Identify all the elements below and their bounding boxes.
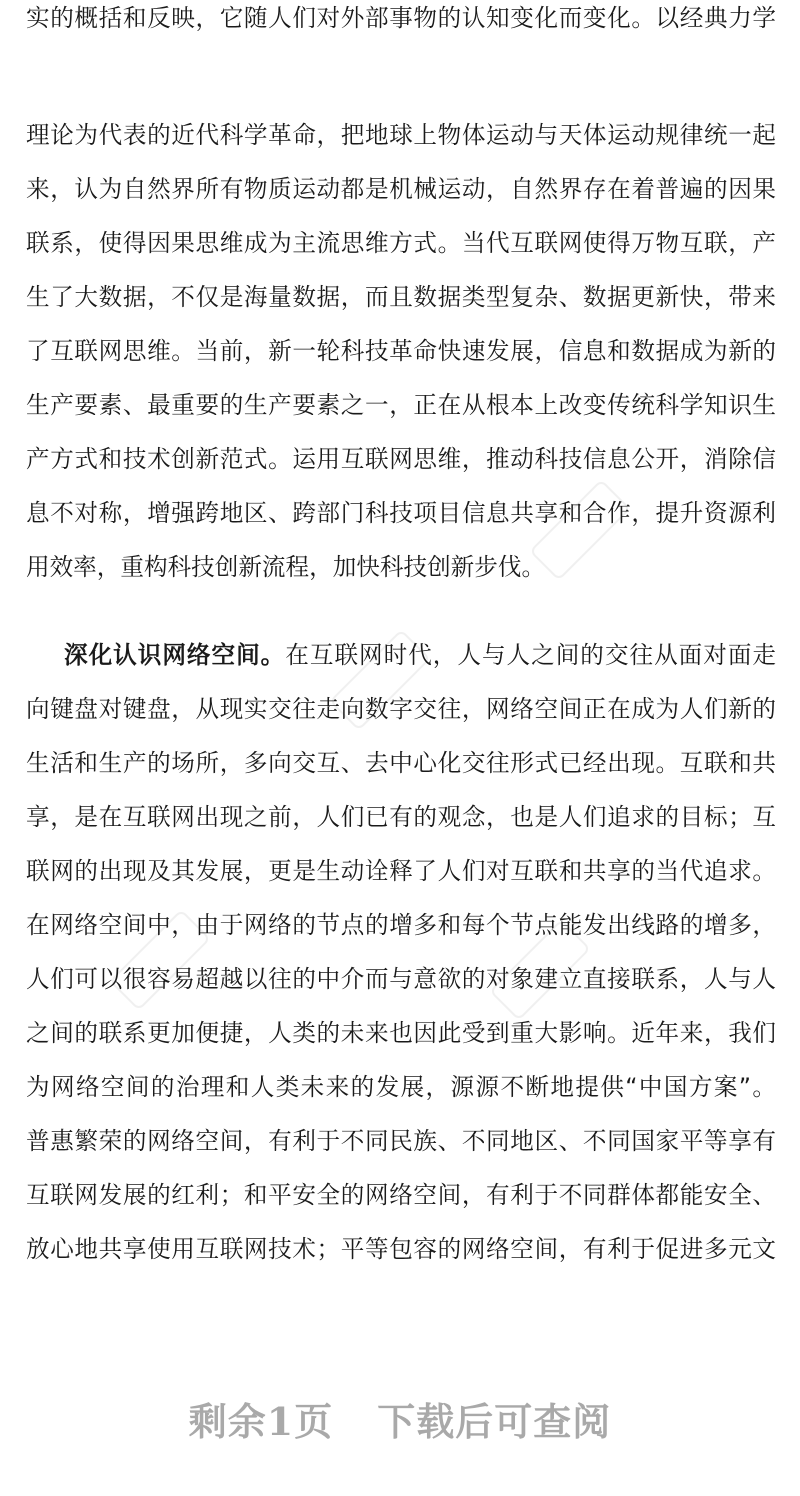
text-line: 来，认为自然界所有物质运动都是机械运动，自然界存在着普遍的因果 xyxy=(26,175,776,203)
text-line: 了互联网思维。当前，新一轮科技革命快速发展，信息和数据成为新的 xyxy=(26,337,776,365)
paragraph-heading: 深化认识网络空间。 xyxy=(64,641,286,669)
text-line-first xyxy=(26,628,776,682)
text-line: 生活和生产的场所，多向交互、去中心化交往形式已经出现。互联和共 xyxy=(26,749,776,777)
text-line: 向键盘对键盘，从现实交往走向数字交往，网络空间正在成为人们新的 xyxy=(26,695,776,723)
text-line-rest: 在互联网时代，人与人之间的交往从面对面走 xyxy=(285,641,777,669)
text-line: 用效率，重构科技创新流程，加快科技创新步伐。 xyxy=(26,553,546,581)
text-line: 产方式和技术创新范式。运用互联网思维，推动科技信息公开，消除信 xyxy=(26,445,776,473)
remaining-pages-label: 剩余1页 xyxy=(188,1399,334,1444)
paragraph-continuation xyxy=(26,0,776,45)
text-line: 理论为代表的近代科学革命，把地球上物体运动与天体运动规律统一起 xyxy=(26,121,776,149)
download-prompt[interactable] xyxy=(0,1391,800,1446)
text-line: 放心地共享使用互联网技术；平等包容的网络空间，有利于促进多元文 xyxy=(26,1235,776,1263)
text-line: 息不对称，增强跨地区、跨部门科技项目信息共享和合作，提升资源利 xyxy=(26,499,776,527)
text-line: 互联网发展的红利；和平安全的网络空间，有利于不同群体都能安全、 xyxy=(26,1181,776,1209)
text-line: 为网络空间的治理和人类未来的发展，源源不断地提供“中国方案”。 xyxy=(26,1073,776,1101)
paragraph-science-revolution xyxy=(26,108,776,594)
text-line: 生产要素、最重要的生产要素之一，正在从根本上改变传统科学知识生 xyxy=(26,391,776,419)
text-line: 之间的联系更加便捷，人类的未来也因此受到重大影响。近年来，我们 xyxy=(26,1019,776,1047)
text-line: 联系，使得因果思维成为主流思维方式。当代互联网使得万物互联，产 xyxy=(26,229,776,257)
text-line: 生了大数据，不仅是海量数据，而且数据类型复杂、数据更新快，带来 xyxy=(26,283,776,311)
text-line: 人们可以很容易超越以往的中介而与意欲的对象建立直接联系，人与人 xyxy=(26,965,776,993)
paragraph-cyberspace xyxy=(26,628,776,1276)
download-hint-label: 下载后可查阅 xyxy=(377,1399,612,1444)
text-line: 普惠繁荣的网络空间，有利于不同民族、不同地区、不同国家平等享有 xyxy=(26,1127,776,1155)
text-line: 享，是在互联网出现之前，人们已有的观念，也是人们追求的目标；互 xyxy=(26,803,776,831)
text-line: 实的概括和反映，它随人们对外部事物的认知变化而变化。以经典力学 xyxy=(26,4,776,32)
text-line: 联网的出现及其发展，更是生动诠释了人们对互联和共享的当代追求。 xyxy=(26,857,776,885)
text-line: 在网络空间中，由于网络的节点的增多和每个节点能发出线路的增多， xyxy=(26,911,776,939)
